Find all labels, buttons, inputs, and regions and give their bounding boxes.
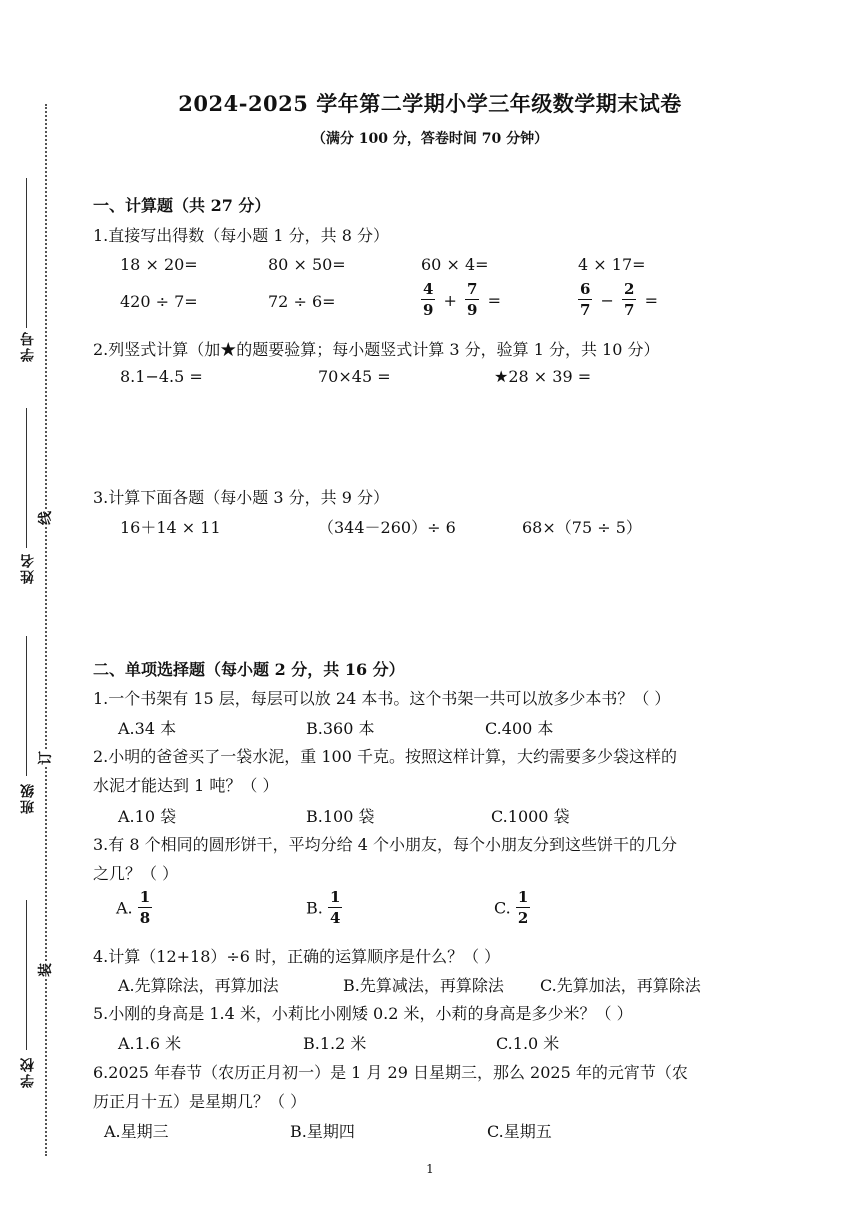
q1-item-3: 60 × 4= bbox=[421, 255, 489, 274]
q1-item-4: 4 × 17= bbox=[578, 255, 646, 274]
seal-mark-staple: 订 bbox=[35, 751, 55, 765]
exam-title: 2024-2025 学年第二学期小学三年级数学期末试卷 bbox=[178, 91, 682, 116]
mc-q2-stem-line-2: 水泥才能达到 1 吨？（ ） bbox=[93, 776, 279, 795]
mc-q5-option-c: C.1.0 米 bbox=[496, 1034, 560, 1053]
mc-q5-stem: 5.小刚的身高是 1.4 米，小莉比小刚矮 0.2 米，小莉的身高是多少米？（ ） bbox=[93, 1004, 633, 1023]
q1-item-2: 80 × 50= bbox=[268, 255, 346, 274]
fraction: $\frac{2}{7}$ bbox=[624, 280, 635, 319]
q3-item-2: （344－260）÷ 6 bbox=[318, 518, 456, 537]
q2-item-1: 8.1−4.5 = bbox=[120, 367, 203, 386]
mc-q1-stem: 1.一个书架有 15 层，每层可以放 24 本书。这个书架一共可以放多少本书？（ ） bbox=[93, 689, 671, 708]
q1-item-6: 72 ÷ 6= bbox=[268, 292, 336, 311]
fraction: $\frac{1}{8}$ bbox=[139, 888, 151, 927]
fraction: $\frac{1}{2}$ bbox=[517, 888, 529, 927]
student-id-line bbox=[26, 178, 27, 328]
mc-q1-option-b: B.360 本 bbox=[306, 719, 375, 738]
q2-heading: 2.列竖式计算（加★的题要验算；每小题竖式计算 3 分，验算 1 分，共 10 分） bbox=[93, 340, 660, 359]
section-1-heading: 一、计算题（共 27 分） bbox=[93, 196, 271, 215]
q2-item-3: ★28 × 39 = bbox=[494, 367, 592, 386]
mc-q2-option-b: B.100 袋 bbox=[306, 807, 375, 826]
q1-item-5: 420 ÷ 7= bbox=[120, 292, 198, 311]
mc-q4-option-b: B.先算减法，再算除法 bbox=[343, 976, 504, 995]
mc-q3-stem-line-2: 之几？（ ） bbox=[93, 864, 179, 883]
seal-mark-line: 线 bbox=[35, 511, 55, 525]
mc-q3-stem-line-1: 3.有 8 个相同的圆形饼干，平均分给 4 个小朋友，每个小朋友分到这些饼干的几分 bbox=[93, 835, 677, 854]
seal-mark-bind: 装 bbox=[35, 963, 55, 977]
mc-q1-option-a: A.34 本 bbox=[118, 719, 177, 738]
section-2-heading: 二、单项选择题（每小题 2 分，共 16 分） bbox=[93, 660, 405, 679]
exam-subtitle: （满分 100 分，答卷时间 70 分钟） bbox=[311, 131, 549, 147]
mc-q2-option-a: A.10 袋 bbox=[118, 807, 177, 826]
mc-q6-stem-line-1: 6.2025 年春节（农历正月初一）是 1 月 29 日星期三，那么 2025 年的元宵节（农 bbox=[93, 1063, 688, 1082]
student-id-label: 学号 bbox=[20, 330, 36, 362]
mc-q6-option-b: B.星期四 bbox=[290, 1122, 355, 1141]
school-line bbox=[26, 900, 27, 1050]
name-line bbox=[26, 408, 27, 548]
mc-q4-stem: 4.计算（12+18）÷6 时，正确的运算顺序是什么？（ ） bbox=[93, 947, 501, 966]
q1-fraction-subtract: $\frac{6}{7}$ − $\frac{2}{7}$ = bbox=[580, 280, 658, 319]
school-label: 学校 bbox=[20, 1056, 36, 1088]
mc-q4-option-a: A.先算除法，再算加法 bbox=[118, 976, 279, 995]
mc-q6-stem-line-2: 历正月十五）是星期几？（ ） bbox=[93, 1092, 307, 1111]
q3-item-1: 16＋14 × 11 bbox=[120, 518, 221, 537]
mc-q3-option-c: C. $\frac{1}{2}$ bbox=[494, 888, 529, 927]
mc-q5-option-a: A.1.6 米 bbox=[118, 1034, 182, 1053]
mc-q3-option-b: B. $\frac{1}{4}$ bbox=[306, 888, 341, 927]
class-label: 班级 bbox=[20, 782, 36, 814]
name-label: 姓名 bbox=[20, 552, 36, 584]
fraction: $\frac{6}{7}$ bbox=[580, 280, 591, 319]
mc-q4-option-c: C.先算加法，再算除法 bbox=[540, 976, 701, 995]
binding-dotted-line bbox=[45, 104, 47, 1156]
q3-item-3: 68×（75 ÷ 5） bbox=[522, 518, 642, 537]
q1-heading: 1.直接写出得数（每小题 1 分，共 8 分） bbox=[93, 226, 389, 245]
page-number: 1 bbox=[426, 1162, 434, 1176]
q1-item-1: 18 × 20= bbox=[120, 255, 198, 274]
q3-heading: 3.计算下面各题（每小题 3 分，共 9 分） bbox=[93, 488, 389, 507]
fraction: $\frac{4}{9}$ bbox=[423, 280, 434, 319]
mc-q5-option-b: B.1.2 米 bbox=[303, 1034, 367, 1053]
fraction: $\frac{7}{9}$ bbox=[467, 280, 478, 319]
mc-q2-stem-line-1: 2.小明的爸爸买了一袋水泥，重 100 千克。按照这样计算，大约需要多少袋这样的 bbox=[93, 747, 677, 766]
mc-q2-option-c: C.1000 袋 bbox=[491, 807, 570, 826]
q1-fraction-add: $\frac{4}{9}$ + $\frac{7}{9}$ = bbox=[423, 280, 501, 319]
mc-q6-option-c: C.星期五 bbox=[487, 1122, 552, 1141]
q2-item-2: 70×45 = bbox=[318, 367, 391, 386]
class-line bbox=[26, 636, 27, 776]
mc-q3-option-a: A. $\frac{1}{8}$ bbox=[116, 888, 151, 927]
fraction: $\frac{1}{4}$ bbox=[329, 888, 341, 927]
mc-q6-option-a: A.星期三 bbox=[104, 1122, 169, 1141]
mc-q1-option-c: C.400 本 bbox=[485, 719, 554, 738]
